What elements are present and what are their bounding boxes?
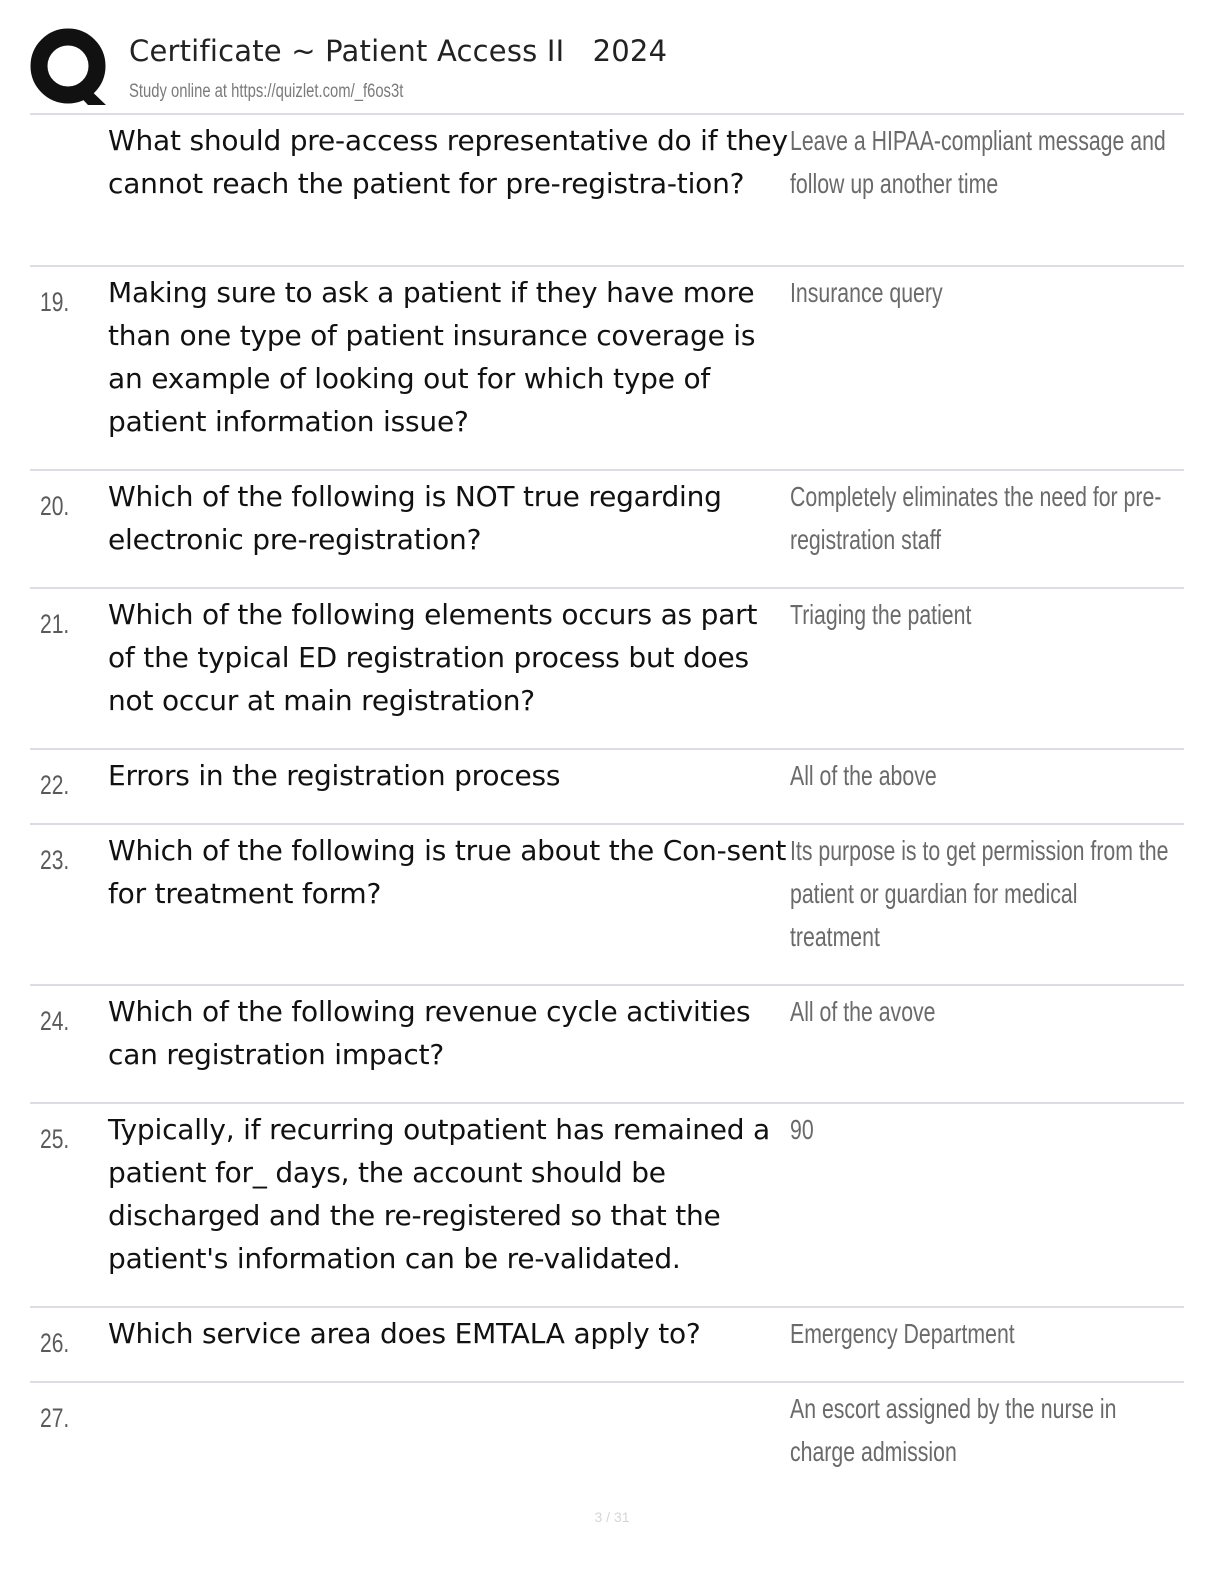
flashcard-list — [30, 113, 1184, 1493]
card-number: 24. — [40, 1006, 70, 1036]
card-number: 26. — [40, 1328, 70, 1358]
flashcard-row-24 — [30, 986, 1184, 1104]
card-answer: An escort assigned by the nurse in charge admission — [790, 1393, 1117, 1467]
flashcard-row-21 — [30, 589, 1184, 750]
card-answer: All of the above — [790, 760, 937, 791]
flashcard-row-18 — [30, 115, 1184, 267]
document-title: Certificate ~ Patient Access II 2024 — [129, 34, 668, 68]
card-question: Which of the following elements occurs as part of the typical ED registration process but does not occur at main registration? — [108, 598, 758, 717]
card-question: Making sure to ask a patient if they have more than one type of patient insurance coverage is an example of looking out for which type of patient information issue? — [108, 276, 756, 438]
page-number: 3 / 31 — [594, 1509, 630, 1525]
flashcard-row-22 — [30, 750, 1184, 825]
card-number: 19. — [40, 287, 70, 317]
card-question: Which of the following is NOT true regarding electronic pre-registration? — [108, 480, 722, 556]
card-question: Which service area does EMTALA apply to? — [108, 1317, 701, 1350]
card-number: 21. — [40, 609, 70, 639]
card-question: Which of the following revenue cycle activities can registration impact? — [108, 995, 751, 1071]
study-online-link[interactable]: Study online at https://quizlet.com/_f6os3t — [129, 81, 404, 102]
card-answer: 90 — [790, 1114, 814, 1145]
card-answer: Insurance query — [790, 277, 943, 308]
card-question: Errors in the registration process — [108, 759, 561, 792]
quizlet-logo-icon — [30, 28, 110, 108]
card-answer: Emergency Department — [790, 1318, 1015, 1349]
flashcard-row-23 — [30, 825, 1184, 986]
card-answer: All of the avove — [790, 996, 936, 1027]
card-number: 23. — [40, 845, 70, 875]
card-number: 22. — [40, 770, 70, 800]
card-answer: Leave a HIPAA-compliant message and follow up another time — [790, 125, 1166, 199]
flashcard-row-26 — [30, 1308, 1184, 1383]
card-question: Which of the following is true about the Con-sent for treatment form? — [108, 834, 787, 910]
card-number: 25. — [40, 1124, 70, 1154]
card-answer: Its purpose is to get permission from the patient or guardian for medical treatment — [790, 835, 1169, 952]
card-question: Typically, if recurring outpatient has remained a patient for_ days, the account should be discharged and the re-registered so that the patient's information can be re-validated. — [108, 1113, 771, 1275]
flashcard-row-20 — [30, 471, 1184, 589]
card-answer: Completely eliminates the need for pre-registration staff — [790, 481, 1162, 555]
card-answer: Triaging the patient — [790, 599, 972, 630]
card-question: What should pre-access representative do if they cannot reach the patient for pre-registra-tion? — [108, 124, 788, 200]
card-number: 20. — [40, 491, 70, 521]
flashcard-row-19 — [30, 267, 1184, 471]
card-number: 27. — [40, 1403, 70, 1433]
flashcard-row-27 — [30, 1383, 1184, 1493]
flashcard-row-25 — [30, 1104, 1184, 1308]
document-header — [30, 28, 1190, 112]
